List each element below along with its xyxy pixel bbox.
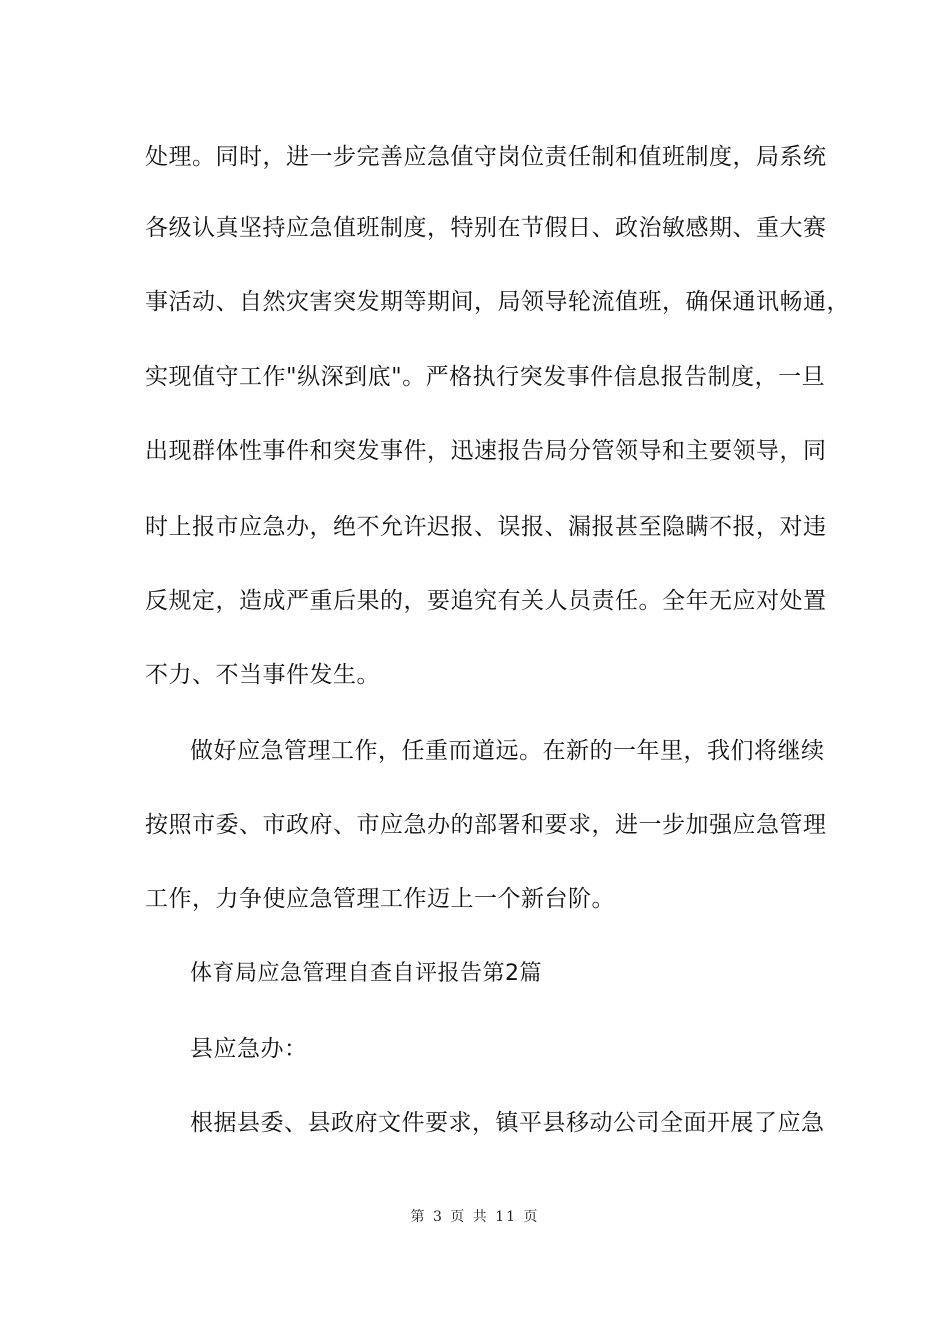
paragraph-2-line-3: 工作，力争使应急管理工作迈上一个新台阶。 bbox=[145, 886, 615, 912]
paragraph-2-line-1: 做好应急管理工作，任重而道远。在新的一年里，我们将继续 bbox=[190, 738, 825, 764]
paragraph-1-line-6: 时上报市应急办，绝不允许迟报、误报、漏报甚至隐瞒不报，对违 bbox=[145, 514, 827, 540]
paragraph-3-line-1: 根据县委、县政府文件要求，镇平县移动公司全面开展了应急 bbox=[190, 1110, 825, 1136]
paragraph-1-line-8: 不力、不当事件发生。 bbox=[145, 662, 380, 688]
section-title: 体育局应急管理自查自评报告第2篇 bbox=[190, 961, 542, 986]
paragraph-1-line-2: 各级认真坚持应急值班制度，特别在节假日、政治敏感期、重大赛 bbox=[145, 215, 827, 241]
paragraph-2-line-2: 按照市委、市政府、市应急办的部署和要求，进一步加强应急管理 bbox=[145, 812, 827, 838]
paragraph-1-line-7: 反规定，造成严重后果的，要追究有关人员责任。全年无应对处置 bbox=[145, 588, 827, 614]
salutation: 县应急办： bbox=[190, 1036, 308, 1062]
paragraph-1-line-1: 处理。同时，进一步完善应急值守岗位责任制和值班制度，局系统 bbox=[145, 144, 827, 170]
page-footer: 第 3 页 共 11 页 bbox=[410, 1209, 540, 1225]
paragraph-1-line-5: 出现群体性事件和突发事件，迅速报告局分管领导和主要领导，同 bbox=[145, 438, 827, 464]
paragraph-1-line-4: 实现值守工作"纵深到底"。严格执行突发事件信息报告制度，一旦 bbox=[145, 364, 826, 390]
paragraph-1-line-3: 事活动、自然灾害突发期等期间，局领导轮流值班，确保通讯畅通， bbox=[145, 289, 850, 315]
